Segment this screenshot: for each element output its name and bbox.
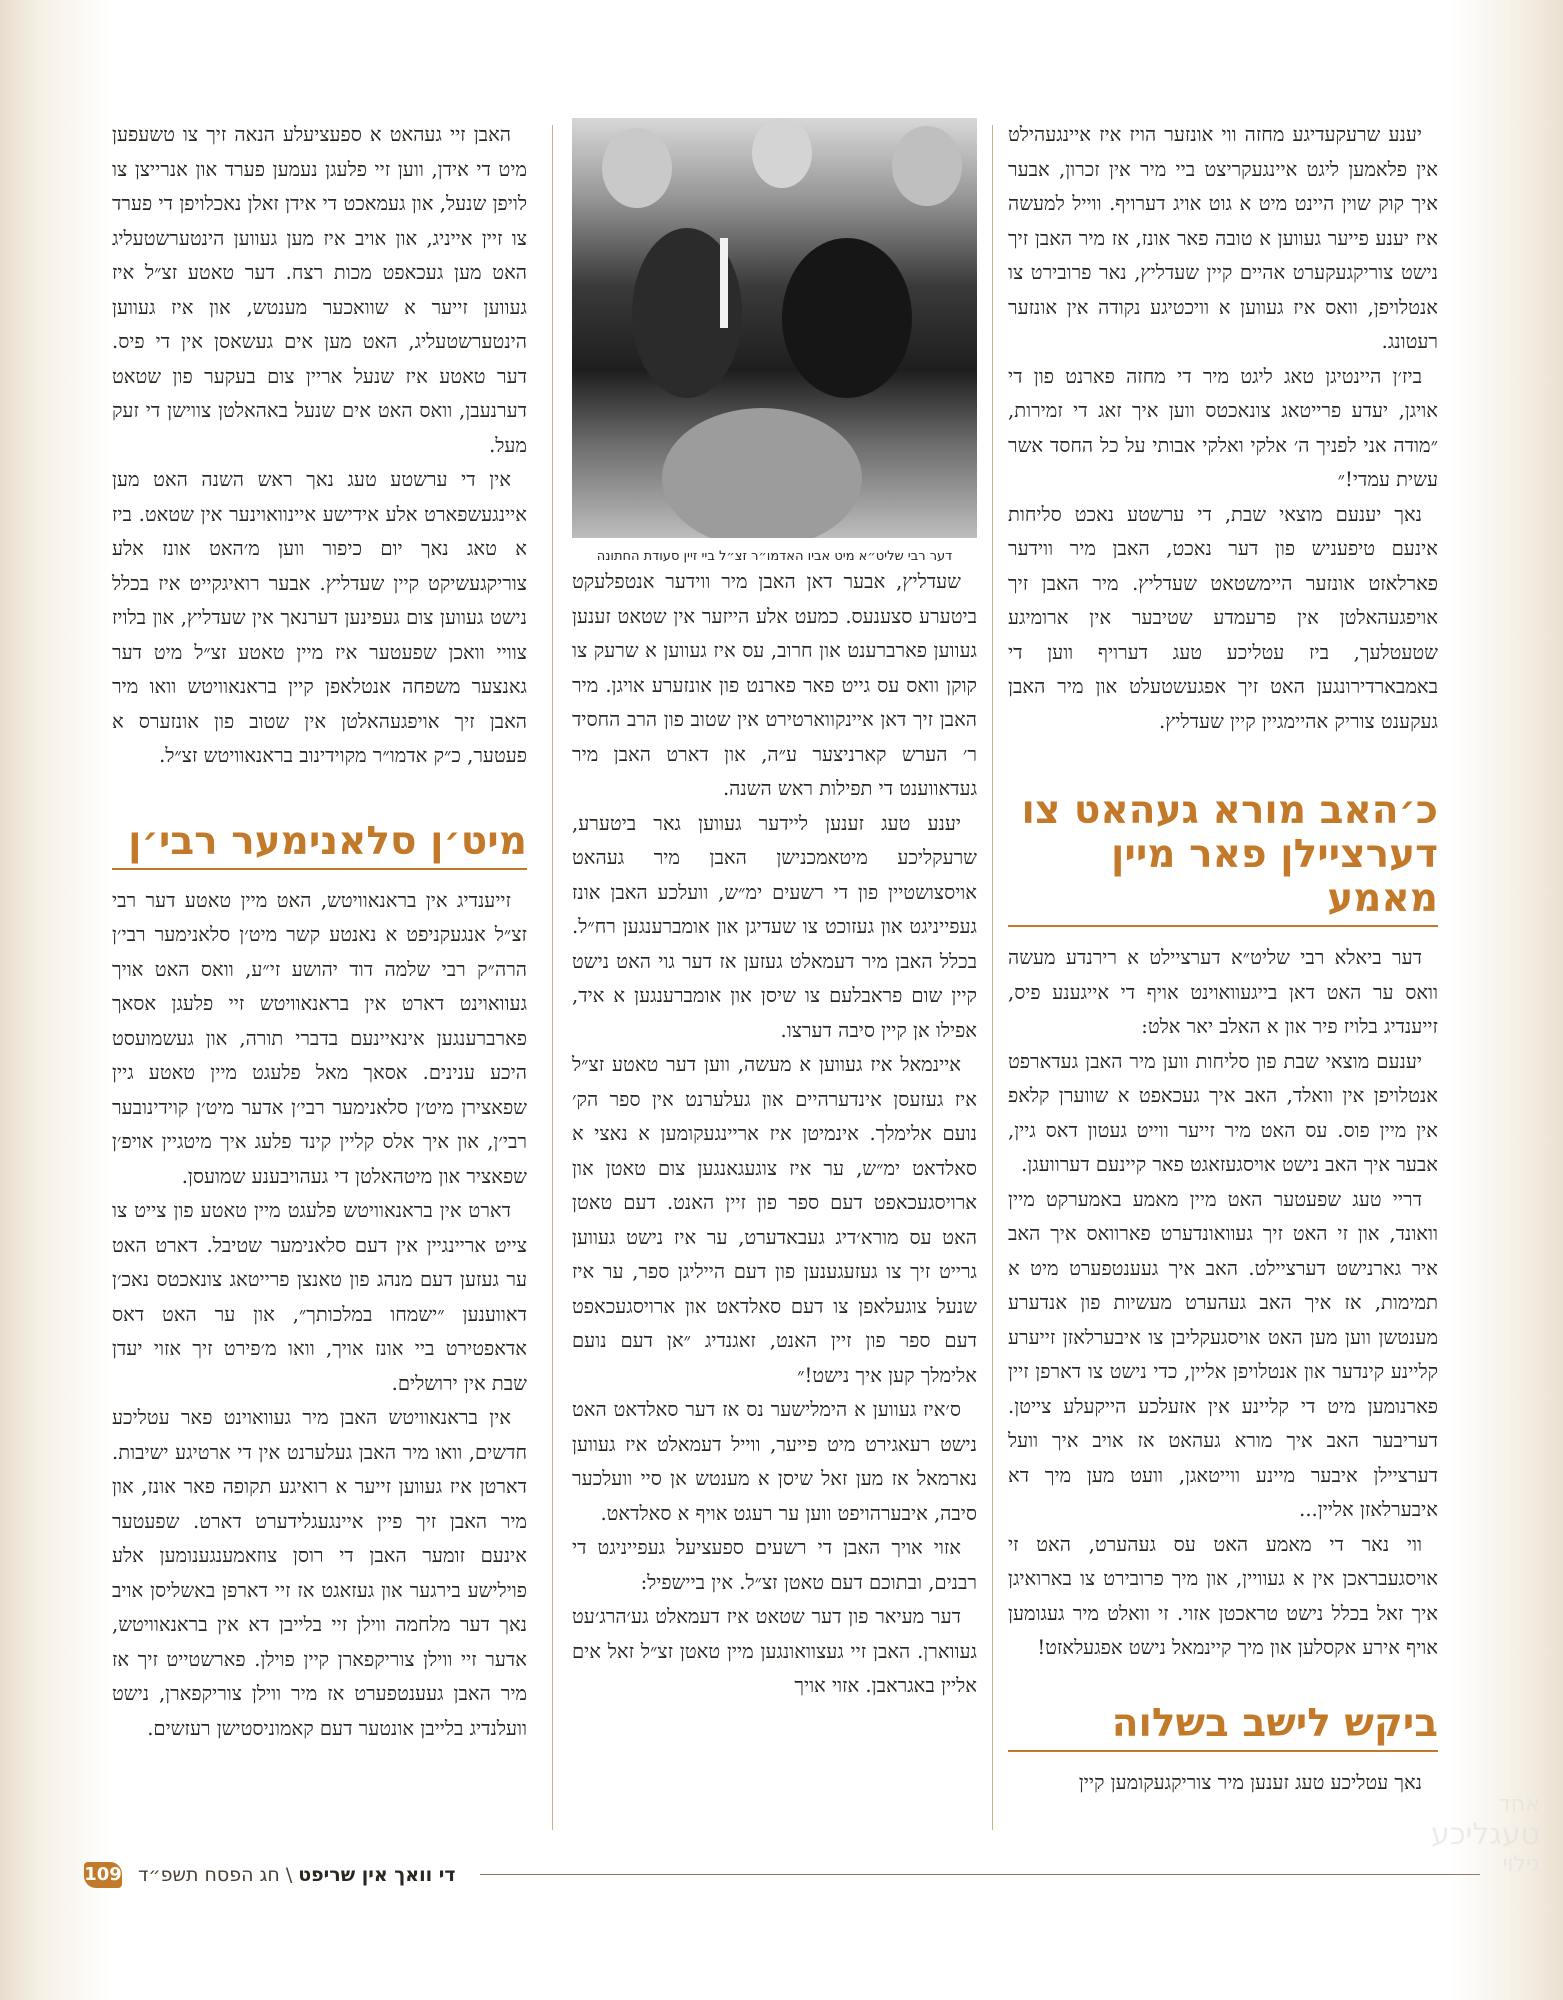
photo-caption: דער רבי שליט״א מיט אביו האדמו״ר זצ״ל ביי זיין סעודת החתונה bbox=[596, 549, 953, 564]
paragraph: ביז׳ן היינטיגן טאג ליגט מיר די מחזה פארנט פון די אויגן, יעדע פרייטאג צונאכטס ווען איך זאג די זמירות, ״מודה אני לפניך ה׳ אלקי ואלקי אבותי על כל החסד אשר עשית עמדי!״ bbox=[1008, 364, 1438, 491]
watermark-line: גילוי bbox=[1502, 1852, 1540, 1877]
watermark-line: אחד bbox=[1498, 1792, 1540, 1817]
watermark-line: טעגליכע bbox=[1431, 1817, 1540, 1852]
article-column-right bbox=[1008, 118, 1438, 1800]
article-column-left bbox=[112, 118, 527, 1746]
paragraph: שעדליץ, אבער דאן האבן מיר ווידער אנטפלעקט ביטערע סצענעס. כמעט אלע הייזער אין שטאט זענען געווען פארברענט און חרוב, עס איז געווען א שרעק צו קוקן וואס עס גייט פאר פארנט פון אונזערע אויגן. מיר האבן זיך דאן איינקווארטירט אין שטוב פון הרב החסיד ר׳ הערש קארניצער ע״ה, און דארט האבן מיר געדאווענט די תפילות ראש השנה. bbox=[572, 570, 977, 800]
publication-name: די וואך אין שריפט bbox=[298, 1864, 456, 1886]
paragraph: ס׳איז געווען א הימלישער נס אז דער סאלדאט האט נישט רעאגירט מיט פייער, ווייל דעמאלט איז געווען נארמאל אז מען זאל שיסן א מענטש אן סיי וועלכער סיבה, איבערהויפט ווען ער רעגט אויף א סאלדאט. bbox=[572, 1398, 977, 1525]
paragraph: זייענדיג אין בראנאוויטש, האט מיין טאטע דער רבי זצ״ל אנגעקניפט א נאנטע קשר מיט׳ן סלאנימער רבי׳ן הרה״ק רבי שלמה דוד יהושע זי״ע, וואס האט אויך געוואוינט דארט אין בראנאוויטש זיי פלעגן אסאך פארברענגען אינאיינעם בדברי תורה, און געשמועסט היכע ענינים. אסאך מאל פלעגט מיין טאטע גיין שפאצירן מיט׳ן סלאנימער רבי׳ן אדער מיט׳ן קוידינובער רבי׳ן, און איך אלס קליין קינד פלעג איך מיטגיין אויפ׳ן שפאציר און מיטהאלטן די געהויבענע שמועסן. bbox=[112, 888, 527, 1188]
paragraph: נאך יענעם מוצאי שבת, די ערשטע נאכט סליחות אינעם טיפעניש פון דער נאכט, האבן מיר ווידער פארלאזט אונזער היימשטאט שעדליץ. מיר האבן זיך אויפגעהאלטן אין פרעמדע שטיבער אין ארומיגע שטעטלעך, ביז עטליכע טעג דערויף ווען די באמבארדירונגען האט זיך אפגעשטעלט און מיר האבן געקענט צוריק אהיימגיין קיין שעדליץ. bbox=[1008, 502, 1438, 733]
paragraph: אין די ערשטע טעג נאך ראש השנה האט מען איינגעשפארט אלע אידישע איינוואוינער אין שטאט. ביז א טאג נאך יום כיפור ווען מ׳האט אונז אלע צוריקגעשיקט קיין שעדליץ. אבער רואיגקייט איז בכלל נישט געווען צום געפינען דערנאך אין שעדליץ, און בלויז צוויי וואכן שפעטער איז מיין טאטע זצ״ל מיט דער גאנצער משפחה אנטלאפן קיין בראנאוויטש וואו מיר האבן זיך אויפגעהאלטן אין שטוב פון אונזערס א פעטער, כ״ק אדמו״ר מקוידינוב בראנאוויטש זצ״ל. bbox=[112, 468, 527, 767]
heading-underline bbox=[1008, 1750, 1438, 1752]
paragraph: דריי טעג שפעטער האט מיין מאמע באמערקט מיין וואונד, און זי האט זיך געוואונדערט פארוואס איך האב איר גארנישט דערציילט. האב איך געענטפערט מיט א תמימות, אז איך האב געהערט מעשיות פון אנדערע מענטשן ווען מען האט אויסגעקליבן צו איבערלאזן זייערע קליינע קינדער און אנטלויפן אליין, כדי נישט צו דארפן זיין פארנומען מיט די קליינע אין אזעלכע הייקעלע צייטן. דעריבער האב איך מורא געהאט אז אויב איך וועל דערציילן איבער מיינע ווייטאגן, וועט מען מיך דא איבערלאזן אליין... bbox=[1008, 1187, 1438, 1521]
section-heading: ביקש לישב בשלוה bbox=[1111, 1700, 1438, 1746]
paragraph: נאך עטליכע טעג זענען מיר צוריקגעקומען קיין bbox=[1078, 1770, 1422, 1794]
publication-line bbox=[138, 1862, 456, 1888]
footer-rule bbox=[480, 1874, 1480, 1875]
section-heading: מיט׳ן סלאנימער רבי׳ן bbox=[128, 818, 527, 864]
heading-underline bbox=[1008, 925, 1438, 927]
paragraph: אזוי אויך האבן די רשעים ספעציעל געפייניגט די רבנים, ובתוכם דעם טאטן זצ״ל. אין ביישפיל: bbox=[572, 1536, 977, 1594]
article-column-middle bbox=[572, 118, 977, 1704]
page-number: 109 bbox=[84, 1862, 122, 1888]
paragraph: דער מעיאר פון דער שטאט איז דעמאלט גע׳הרג׳עט געווארן. האבן זיי געצוואונגען מיין טאטן זצ״ל זאל אים אליין באגראבן. אזוי אויך bbox=[572, 1605, 977, 1697]
page-footer bbox=[0, 1858, 1563, 1898]
paragraph: האבן זיי געהאט א ספעציעלע הנאה זיך צו טשעפען מיט די אידן, ווען זיי פלעגן נעמען פערד און אנרייצן צו לויפן שנעל, און געמאכט די אידן זאלן נאכלויפן די פערד צו זיין אייניג, און אויב איז מען געווען הינטערשטעליג האט מען געכאפט מכות רצח. דער טאטע זצ״ל איז געווען זייער א שוואכער מענטש, און איז געווען הינטערשטעליג, האט מען אים געשאסן אין די פיס. דער טאטע איז שנעל אריין צום בעקער פון שטאט דערנעבן, וואס האט אים שנעל באהאלטן צווישן די זעק מעל. bbox=[112, 123, 527, 457]
section-heading: כ׳האב מורא געהאט צו דערציילן פאר מיין מאמע bbox=[1021, 788, 1438, 921]
heading-underline bbox=[112, 868, 527, 870]
paragraph: יענע טעג זענען ליידער געווען גאר ביטערע, שרעקליכע מיטאמכנישן האבן מיר געהאט אויסצושטיין פון די רשעים ימ״ש, וועלכע האבן אונז געפייניגט און געזוכט צו שעדיגן און אומברענגען רח״ל. בכלל האבן מיר דעמאלט געזען אז דער גוי האט נישט קיין שום פראבלעם צו שיסן און אומברענגען א איד, אפילו אן קיין סיבה דערצו. bbox=[572, 811, 977, 1042]
column-divider bbox=[992, 125, 993, 1830]
paragraph: יענעם מוצאי שבת פון סליחות ווען מיר האבן געדארפט אנטלויפן אין וואלד, האב איך געכאפט א שווערן קלאפ אין מיין פוס. עס האט מיר זייער ווייט געטון דאס גיין, אבער איך האב נישט אויסגעזאגט פאר קיינעם דערוועגן. bbox=[1008, 1049, 1438, 1176]
paragraph: ווי נאר די מאמע האט עס געהערט, האט זי אויסגעבראכן אין א געוויין, און מיך פרובירט צו בארואיגן איך זאל בכלל נישט טראכטן אזוי. זי וואלט מיר געגומען אויף אירע אקסלען און מיך קיינמאל נישט אפגעלאזט! bbox=[1008, 1532, 1438, 1659]
issue-name: חג הפסח תשפ״ד bbox=[138, 1864, 280, 1886]
paragraph: יענע שרעקעדיגע מחזה ווי אונזער הויז איז איינגעהילט אין פלאמען ליגט איינגעקריצט ביי מיר אין זכרון, אבער איך קוק שוין היינט מיט א גוט אויג דערויף. ווייל למעשה איז יענע פייער געווען א טובה פאר אונז, אז מיר האבן זיך נישט צוריקגעקערט אהיים קיין שעדליץ, נאר פרובירט צו אנטלויפן, וואס איז געווען א וויכטיגע נקודה אין אונזער רעטונג. bbox=[1008, 123, 1438, 353]
wedding-photo bbox=[572, 118, 977, 538]
paragraph: דער ביאלא רבי שליט״א דערציילט א רירנדע מעשה וואס ער האט דאן בייגעוואוינט אויף די אייגענע פיס, זייענדיג בלויז פיר און א האלב יאר אלט: bbox=[1008, 946, 1438, 1038]
paragraph: אין בראנאוויטש האבן מיר געוואוינט פאר עטליכע חדשים, וואו מיר האבן געלערנט אין די ארטיגע ישיבות. דארטן איז געווען זייער א רואיגע תקופה פאר אונז, און מיר האבן זיך פיין איינגעגלידערט דארט. שפעטער אינעם זומער האבן די רוסן צוזאמענגענומען אלע פוילישע בירגער און געזאגט אז זיי דארפן באשליסן אויב נאך דער מלחמה ווילן זיי בלייבן דא אין בראנאוויטש, אדער זיי ווילן צוריקפארן קיין פוילן. פארשטייט זיך אז מיר האבן געענטפערט אז מיר ווילן צוריקפארן, נישט וועלנדיג בלייבן אונטער דעם קאמוניסטישן רעזשים. bbox=[112, 1406, 527, 1740]
column-divider bbox=[552, 125, 553, 1830]
paragraph: איינמאל איז געווען א מעשה, ווען דער טאטע זצ״ל איז געזעסן אינדערהיים און געלערנט אין ספר הק׳ נועם אלימלך. אינמיטן איז אריינגעקומען א נאצי א סאלדאט ימ״ש, ער איז צוגעגאנגען צום טאטן און ארויסגעכאפט דעם ספר פון זיין האנט. דעם טאטן האט עס מורא׳דיג געבאדערט, ער איז נישט געווען גרייט זיך צו געזעגענען פון דעם הייליגן ספר, ער איז שנעל צוגעלאפן צו דעם סאלדאט און ארויסגעכאפט דעם ספר פון זיין האנט, זאגנדיג ״אן דעם נועם אלימלך קען איך נישט!״ bbox=[572, 1053, 977, 1387]
footer-separator: \ bbox=[279, 1864, 293, 1886]
paragraph: דארט אין בראנאוויטש פלעגט מיין טאטע פון צייט צו צייט אריינגיין אין דעם סלאנימער שטיבל. דארט האט ער געזען דעם מנהג פון טאנצן פרייטאג צונאכטס נאכ׳ן דאווענען ״ישמחו במלכותך״, און ער האט דאס אדאפטירט ביי אונז אויך, וואו מ׳פירט זיך אזוי יעדן שבת אין ירושלים. bbox=[112, 1199, 527, 1395]
